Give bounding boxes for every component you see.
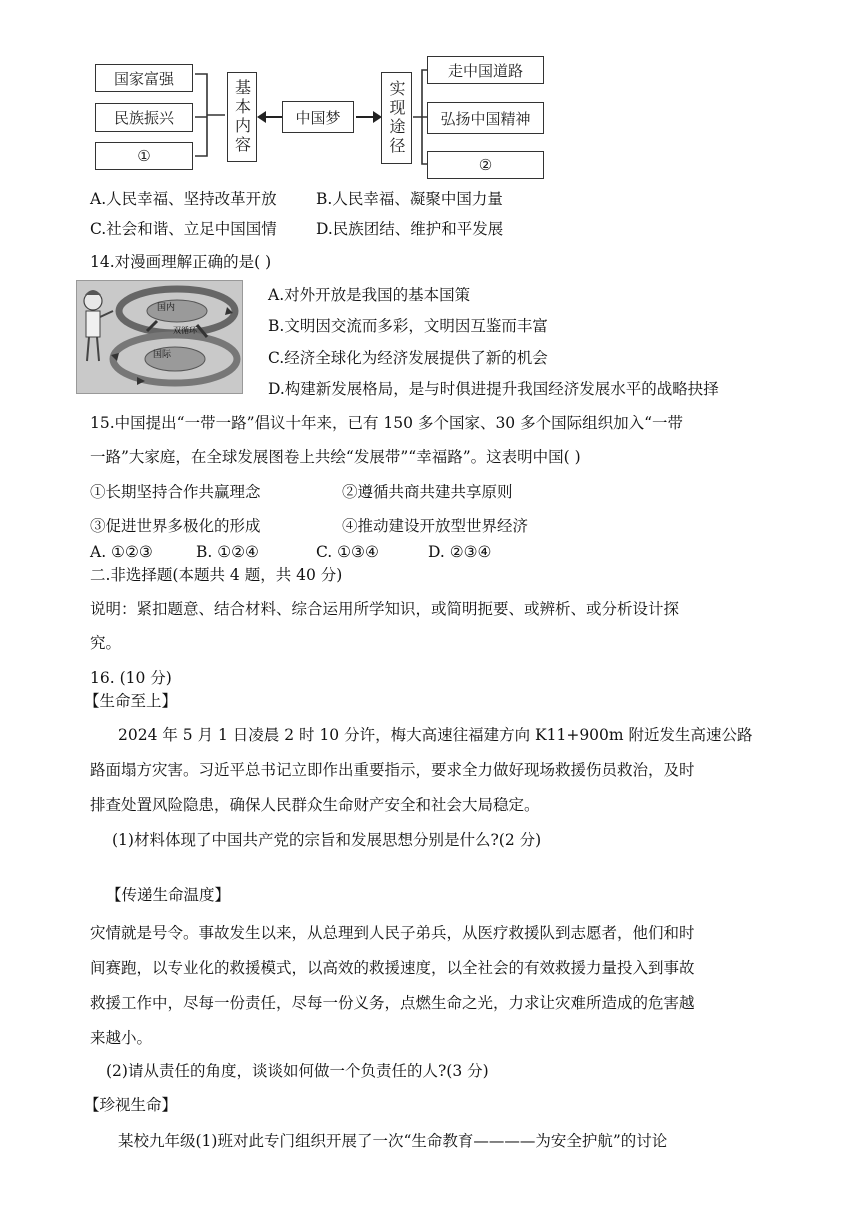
q14-stem: 14.对漫画理解正确的是( ): [90, 253, 272, 271]
q14-option-d: D.构建新发展格局，是与时俱进提升我国经济发展水平的战略抉择: [268, 380, 719, 398]
q16-para3-line1: 某校九年级(1)班对此专门组织开展了一次“生命教育————为安全护航”的讨论: [118, 1132, 668, 1150]
q15-stem-line1: 15.中国提出“一带一路”倡议十年来，已有 150 多个国家、30 多个国际组织加入“一带: [90, 414, 684, 432]
diagram-left-item-1: 国家富强: [95, 64, 193, 92]
section2-note-line2: 究。: [90, 634, 122, 652]
q16-heading-1: 【生命至上】: [84, 692, 178, 710]
paths-box: 实现途径: [381, 72, 412, 164]
q13-option-c: C.社会和谐、立足中国国情: [90, 220, 277, 238]
q16-sub-question-1: (1)材料体现了中国共产党的宗旨和发展思想分别是什么?(2 分): [112, 831, 542, 849]
dual-circulation-comic: [76, 280, 243, 394]
section2-note-line1: 说明：紧扣题意、结合材料、综合运用所学知识，或简明扼要、或辨析、或分析设计探: [90, 600, 680, 618]
comic-label-dual-circulation: 双循环: [173, 326, 197, 335]
chinese-dream-box: 中国梦: [282, 101, 354, 133]
q15-stem-line2: 一路”大家庭，在全球发展图卷上共绘“发展带”“幸福路”。这表明中国( ): [90, 448, 581, 466]
diagram-left-item-2: 民族振兴: [95, 103, 193, 132]
q13-option-d: D.民族团结、维护和平发展: [316, 220, 504, 238]
q15-item-2: ②遵循共商共建共享原则: [342, 483, 513, 501]
q14-option-c: C.经济全球化为经济发展提供了新的机会: [268, 349, 548, 367]
q15-item-4: ④推动建设开放型世界经济: [342, 517, 529, 535]
diagram-right-item-3: ②: [427, 151, 544, 179]
q16-heading-2: 【传递生命温度】: [106, 886, 231, 904]
q13-option-b: B.人民幸福、凝聚中国力量: [316, 190, 503, 208]
q14-option-b: B.文明因交流而多彩，文明因互鉴而丰富: [268, 317, 548, 335]
q16-para1-line1: 2024 年 5 月 1 日凌晨 2 时 10 分许，梅大高速往福建方向 K11+900m 附近发生高速公路: [118, 726, 753, 744]
left-bracket: [193, 70, 229, 162]
q16-para1-line2: 路面塌方灾害。习近平总书记立即作出重要指示，要求全力做好现场救援伤员救治，及时: [90, 761, 695, 779]
diagram-left-item-3: ①: [95, 142, 193, 170]
comic-label-domestic: 国内: [157, 303, 176, 313]
comic-label-international: 国际: [153, 350, 172, 360]
diagram-right-item-2: 弘扬中国精神: [427, 102, 544, 134]
arrow-right-icon: [354, 108, 382, 126]
comic-illustration: [77, 281, 242, 393]
q15-item-3: ③促进世界多极化的形成: [90, 517, 261, 535]
q15-option-d: D. ②③④: [428, 543, 492, 561]
diagram-right-item-1: 走中国道路: [427, 56, 544, 84]
q15-option-b: B. ①②④: [196, 543, 259, 561]
q16-para2-line2: 间赛跑，以专业化的救援模式，以高效的救援速度，以全社会的有效救援力量投入到事故: [90, 959, 695, 977]
basic-content-box: 基本内容: [227, 72, 257, 162]
q13-option-a: A.人民幸福、坚持改革开放: [90, 190, 277, 208]
q15-option-c: C. ①③④: [316, 543, 379, 561]
q16-para2-line3: 救援工作中，尽每一份责任，尽每一份义务，点燃生命之光，力求让灾难所造成的危害越: [90, 994, 695, 1012]
q16-para2-line4: 来越小。: [90, 1029, 153, 1047]
q16-para1-line3: 排查处置风险隐患，确保人民群众生命财产安全和社会大局稳定。: [90, 796, 540, 814]
q14-option-a: A.对外开放是我国的基本国策: [268, 286, 471, 304]
q15-option-a: A. ①②③: [90, 543, 153, 561]
q16-para2-line1: 灾情就是号令。事故发生以来，从总理到人民子弟兵，从医疗救援队到志愿者，他们和时: [90, 924, 695, 942]
q16-score: 16. (10 分): [90, 669, 172, 687]
q15-item-1: ①长期坚持合作共赢理念: [90, 483, 261, 501]
q16-sub-question-2: (2)请从责任的角度，谈谈如何做一个负责任的人?(3 分): [106, 1062, 489, 1080]
section2-title: 二.非选择题(本题共 4 题，共 40 分): [90, 566, 343, 584]
q16-heading-3: 【珍视生命】: [84, 1096, 178, 1114]
